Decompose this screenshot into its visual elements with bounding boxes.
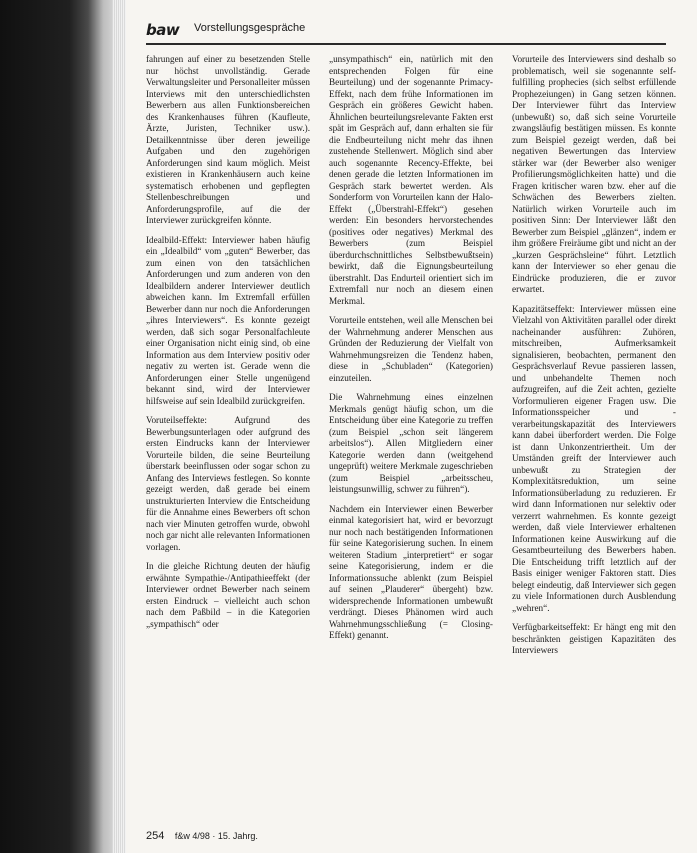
journal-logo: baw [146,21,180,39]
paragraph: Voruteilseffekte: Aufgrund des Bewerbungsunterlagen oder aufgrund des ersten Eindrucks kann der Interviewer Vorurteile bilden, die seine Beurteilung überstark beeinflussen oder sogar schon zu Anfang des Interviews festlegen. So konnte gezeigt werden, daß gerade bei einem unstrukturierten Interview die Entscheidung für die Annahme eines Bewerbers oft schon nach vier Minuten getroffen wurde, obwohl noch gar nicht alle relevanten Informationen vorlagen. [146,415,310,552]
text-column-3 [512,54,676,824]
page-number: 254 [146,830,165,842]
paragraph: Nachdem ein Interviewer einen Bewerber einmal kategorisiert hat, wird er bevorzugt nur noch nach bestätigenden Informationen für seine Kategorisierung suchen. In einem weiteren Stadium „interpretiert“ er sogar seine Kategorisierung, indem er die Informationssuche ablenkt (zum Beispiel auf seinen „Plauderer“ übergeht) bzw. widersprechende Informationen umbewußt verdrängt. Dieses Phänomen wird auch Wahrnehmungsschließung (= Closing-Effekt) genannt. [329,503,493,640]
paragraph: Verfügbarkeitseffekt: Er hängt eng mit den beschränkten geistigen Kapazitäten des Interviewers [512,622,676,655]
paragraph: Vorurteile des Interviewers sind deshalb so problematisch, weil sie sogenannte self-fulfilling prophecies (sich selbst erfüllende Prophezeiungen) in Gang setzen können. Der Interviewer führt das Interview (unbewußt) so, daß sich seine Vorurteile zwangsläufig bestätigen müssen. Es konnte zum Beispiel gezeigt werden, daß bei negativen Bewertungen das Interview stärker war (der Bewerber also weniger Profilierungsmöglichkeiten hatte) und die Fragen kritischer waren bzw. eher auf die Schwächen des Bewerbers zielten. Natürlich wirken Vorurteile auch im positiven Sinn: Der Interviewer läßt den Bewerber zum Beispiel „glänzen“, indem er ihm größere Freiräume gibt und nicht an der „kurzen Gesprächsleine“ führt. Letztlich kann der Interviewer so eher genau die Eindrücke produzieren, die er zuvor erwartet. [512,54,676,294]
text-column-1 [146,54,310,824]
paragraph: Kapazitätseffekt: Interviewer müssen eine Vielzahl von Aktivitäten parallel oder direkt nacheinander ausführen: Zuhören, mitschreiben, Aufmerksamkeit signalisieren, beobachten, permanent den Gesprächsverlauf Revue passieren lassen, und unbehandelte Themen noch aufzugreifen, auf die Zeit achten, gezielte Vorformulieren eigener Fragen usw. Die Informationsspeicher und -verarbeitungskapazität des Interviewers kann dabei überfordert werden. Die Folge ist dann Unkonzentriertheit. Um der Umständen greift der Interviewer auch unbewußt zu Strategien der Komplexitätsreduktion, um seine Informationsüberladung zu reduzieren. Er wird dann Informationen nur selektiv oder verzerrt wahrnehmen. Es konnte gezeigt werden, daß viele Interviewer erhaltenen Informationen keine Auswirkung auf die Gesamtbeurteilung des Bewerbers haben. Die Entscheidung trifft letztlich auf der Basis einiger weniger Faktoren statt. Dies belegt eindeutig, daß Interviewer sich gegen zu viele Informationen durch Ausblendung „wehren“. [512,303,676,613]
paragraph: „unsympathisch“ ein, natürlich mit den entsprechenden Folgen für eine Beurteilung) und der sogenannte Primacy-Effekt, nach dem frühe Informationen im Gespräch ein größeres Gewicht haben. Ähnlichen beurteilungsrelevante Fakten erst spät im Gespräch auf, dann erhalten sie für die Endbeurteilung nicht mehr das ihnen zustehende Stellenwert. Möglich sind aber auch sogenannte Recency-Effekte, bei denen gerade die letzten Informationen im Gespräch stark bewertet werden. Als Sonderform von Vorurteilen kann der Halo-Effekt („Überstrahl-Effekt“) gesehen werden: Ein besonders hervorstechendes (positives oder negatives) Merkmal des Bewerbers (zum Beispiel überdurchschnittliches Selbstbewußtsein) bewirkt, daß die Eignungsbeurteilung überstrahlt. Das Endurteil orientiert sich im Extremfall nur noch an diesem einen Merkmal. [329,54,493,306]
text-column-2 [329,54,493,824]
paragraph: Vorurteile entstehen, weil alle Menschen bei der Wahrnehmung anderer Menschen aus Gründen der Reduzierung der Vielfalt von Wahrnehmungsreizen die Tendenz haben, diese in „Schubladen“ (Kategorien) einzuteilen. [329,315,493,383]
issue-label: f&w 4/98 · 15. Jahrg. [174,831,258,841]
running-header [146,21,666,45]
paragraph: fahrungen auf einer zu besetzenden Stelle nur höchst unvollständig. Gerade Verwaltungsleiter und Personalleiter müssen Interviews mit den unterschiedlichsten Bewerbern aus allen Funktionsbereichen des Krankenhauses führen (Kaufleute, Ärzte, Juristen, Techniker usw.). Detailkenntnisse über deren jeweilige Aufgaben und den zugehörigen Anforderungen sind kaum möglich. Meist existieren in Krankenhäusern auch keine systematisch erhobenen und gepflegten Stellenbeschreibungen und Anforderungsprofile, auf die der Interviewer zurückgreifen könnte. [146,54,310,225]
section-title: Vorstellungsgespräche [194,22,306,34]
page-edges [112,0,126,853]
page-footer [146,830,346,844]
paragraph: Idealbild-Effekt: Interviewer haben häufig ein „Idealbild“ vom „guten“ Bewerber, das zum einen von den tatsächlichen Anforderungen und zum anderen von den Idealbildern anderer Interviewer deutlich abweichen kann. Im Extremfall erfüllen Bewerber dann nur noch die Anforderungen „ihres Interviewers“. Es konnte gezeigt werden, daß sich sogar Personalfachleute einer Organisation nicht einig sind, ob eine Information aus dem Interview positiv oder negativ zu werten ist. Gerade wenn die Anforderungen einer Stelle ungenügend bekannt sind, wird der Interviewer hilfsweise auf sein Idealbild zurückgreifen. [146,234,310,406]
paragraph: In die gleiche Richtung deuten der häufig erwähnte Sympathie-/Antipathieeffekt (der Interviewer ordnet Bewerber nach seinem ersten Eindruck – vielleicht auch schon nach dem Paßbild – in die Kategorien „sympathisch“ oder [146,561,310,629]
book-spine-shadow [0,0,126,853]
paragraph: Die Wahrnehmung eines einzelnen Merkmals genügt häufig schon, um die Entscheidung über eine Kategorie zu treffen (zum Beispiel „schon seit längerem arbeitslos“). Allen Mitgliedern einer Kategorie werden dann (weitgehend ungeprüft) weitere Merkmale zugeschrieben (zum Beispiel „arbeitsscheu, leistungsunwillig, schwer zu führen“). [329,392,493,494]
